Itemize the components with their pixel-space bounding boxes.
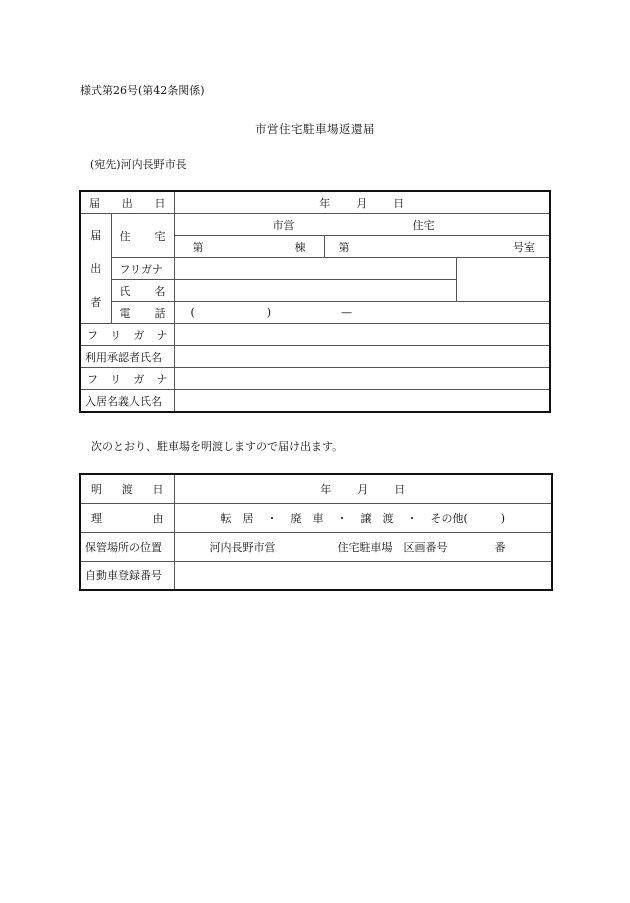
applicant-furigana-field[interactable] [174, 258, 456, 280]
furigana-label-3: フ リ ガ ナ [80, 368, 174, 390]
surrender-table [79, 473, 553, 591]
vehicle-reg-field[interactable] [174, 561, 552, 590]
addressee: (宛先)河内長野市長 [90, 158, 187, 171]
location-label: 保管場所の位置 [80, 532, 174, 561]
reason-scrapped[interactable]: 廃 車 [290, 511, 324, 525]
reason-options[interactable]: 転 居 ・ 廃 車 ・ 譲 渡 ・ その他( ) [174, 503, 552, 532]
resident-furigana-field[interactable] [174, 368, 550, 390]
reason-transfer[interactable]: 譲 渡 [360, 511, 394, 525]
seal-box [456, 258, 550, 302]
resident-name-field[interactable] [174, 390, 550, 413]
address-complex-field[interactable]: 市営 住宅 [174, 214, 550, 236]
submission-date-field[interactable]: 年 月 日 [174, 191, 550, 214]
document-title: 市営住宅駐車場返還届 [255, 122, 375, 136]
permit-holder-name-field[interactable] [174, 346, 550, 368]
vehicle-reg-label: 自動車登録番号 [80, 561, 174, 590]
applicant-name-field[interactable] [174, 280, 456, 302]
date-label: 届 出 日 [80, 191, 174, 214]
phone-field[interactable]: ( ) — [174, 302, 550, 324]
name-label: 氏 名 [111, 280, 174, 302]
reason-other[interactable]: その他( ) [430, 511, 506, 525]
location-field[interactable]: 河内長野市営 住宅駐車場 区画番号 番 [174, 532, 552, 561]
reason-label: 理 由 [80, 503, 174, 532]
phone-label: 電 話 [111, 302, 174, 324]
statement-text: 次のとおり、駐車場を明渡しますので届け出ます。 [91, 440, 344, 453]
permit-holder-furigana-field[interactable] [174, 324, 550, 346]
furigana-label-2: フ リ ガ ナ [80, 324, 174, 346]
form-number: 様式第26号(第42条関係) [80, 84, 205, 97]
handover-date-field[interactable]: 年 月 日 [174, 474, 552, 503]
applicant-label: 届 出 者 [80, 214, 111, 324]
resident-name-label: 入居名義人氏名 [80, 390, 174, 413]
reason-moving[interactable]: 転 居 [220, 511, 254, 525]
address-label: 住 宅 [111, 214, 174, 258]
building-number-field[interactable]: 第 棟 [174, 236, 324, 258]
permit-holder-label: 利用承認者氏名 [80, 346, 174, 368]
room-number-field[interactable]: 第 号室 [324, 236, 550, 258]
handover-date-label: 明 渡 日 [80, 474, 174, 503]
applicant-table [79, 190, 551, 413]
furigana-label: フリガナ [111, 258, 174, 280]
